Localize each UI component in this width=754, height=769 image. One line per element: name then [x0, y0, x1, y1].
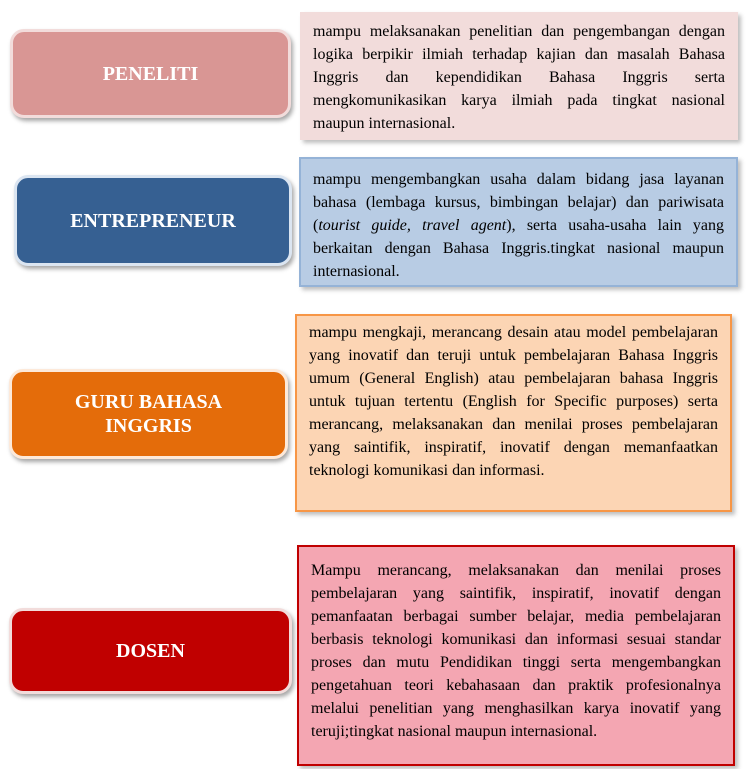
- description-text-guru-bahasa-inggris: mampu mengkaji, merancang desain atau model pembelajaran yang inovatif dan teruji untuk pembelajaran Bahasa Inggris umum (General English) atau pembelajaran bahasa Inggris untuk tujuan tertentu (English for Specific purposes) serta merancang, melaksanakan dan menilai proses pembelajaran yang saintifik, inspiratif, inovatif dengan memanfaatkan teknologi komunikasi dan informasi.: [309, 324, 718, 479]
- role-title-guru-bahasa-inggris: GURU BAHASA INGGRIS: [74, 391, 223, 437]
- description-text-entrepreneur-part1: mampu mengembangkan usaha dalam bidang jasa layanan bahasa (lembaga kursus, bimbingan belajar) dan pariwisata (: [313, 171, 724, 234]
- description-box-peneliti: [300, 12, 738, 140]
- description-text-peneliti: mampu melaksanakan penelitian dan pengembangan dengan logika berpikir ilmiah terhadap kajian dan masalah Bahasa Inggris dan kependidikan Bahasa Inggris serta mengkomunikasikan karya ilmiah pada tingkat nasional maupun internasional.: [313, 23, 725, 132]
- description-box-entrepreneur: [299, 157, 738, 287]
- role-box-entrepreneur: [14, 175, 292, 266]
- description-text-entrepreneur-part2: ), serta usaha-usaha lain yang berkaitan dengan Bahasa Inggris.tingkat nasional maupun internasional.: [313, 217, 725, 280]
- role-box-peneliti: [10, 29, 291, 118]
- role-title-dosen: DOSEN: [116, 640, 185, 662]
- role-title-peneliti: PENELITI: [102, 62, 199, 85]
- role-box-dosen: [9, 608, 292, 694]
- description-box-guru-bahasa-inggris: [295, 314, 732, 512]
- role-box-guru-bahasa-inggris: [9, 369, 288, 459]
- description-box-dosen: [297, 545, 735, 766]
- description-text-entrepreneur-italic: tourist guide, travel agent: [318, 217, 507, 234]
- description-text-dosen: Mampu merancang, melaksanakan dan menilai proses pembelajaran yang saintifik, inspiratif, inovatif dengan pemanfaatan berbagai sumber belajar, media pembelajaran berbasis teknologi komunikasi dan informasi sesuai standar proses dan mutu Pendidikan tinggi serta mengembangkan pengetahuan teori kebahasaan dan praktik profesionalnya melalui penelitian yang menghasilkan karya inovatif yang teruji;tingkat nasional maupun internasional.: [311, 562, 721, 740]
- role-title-entrepreneur: ENTREPRENEUR: [70, 209, 236, 232]
